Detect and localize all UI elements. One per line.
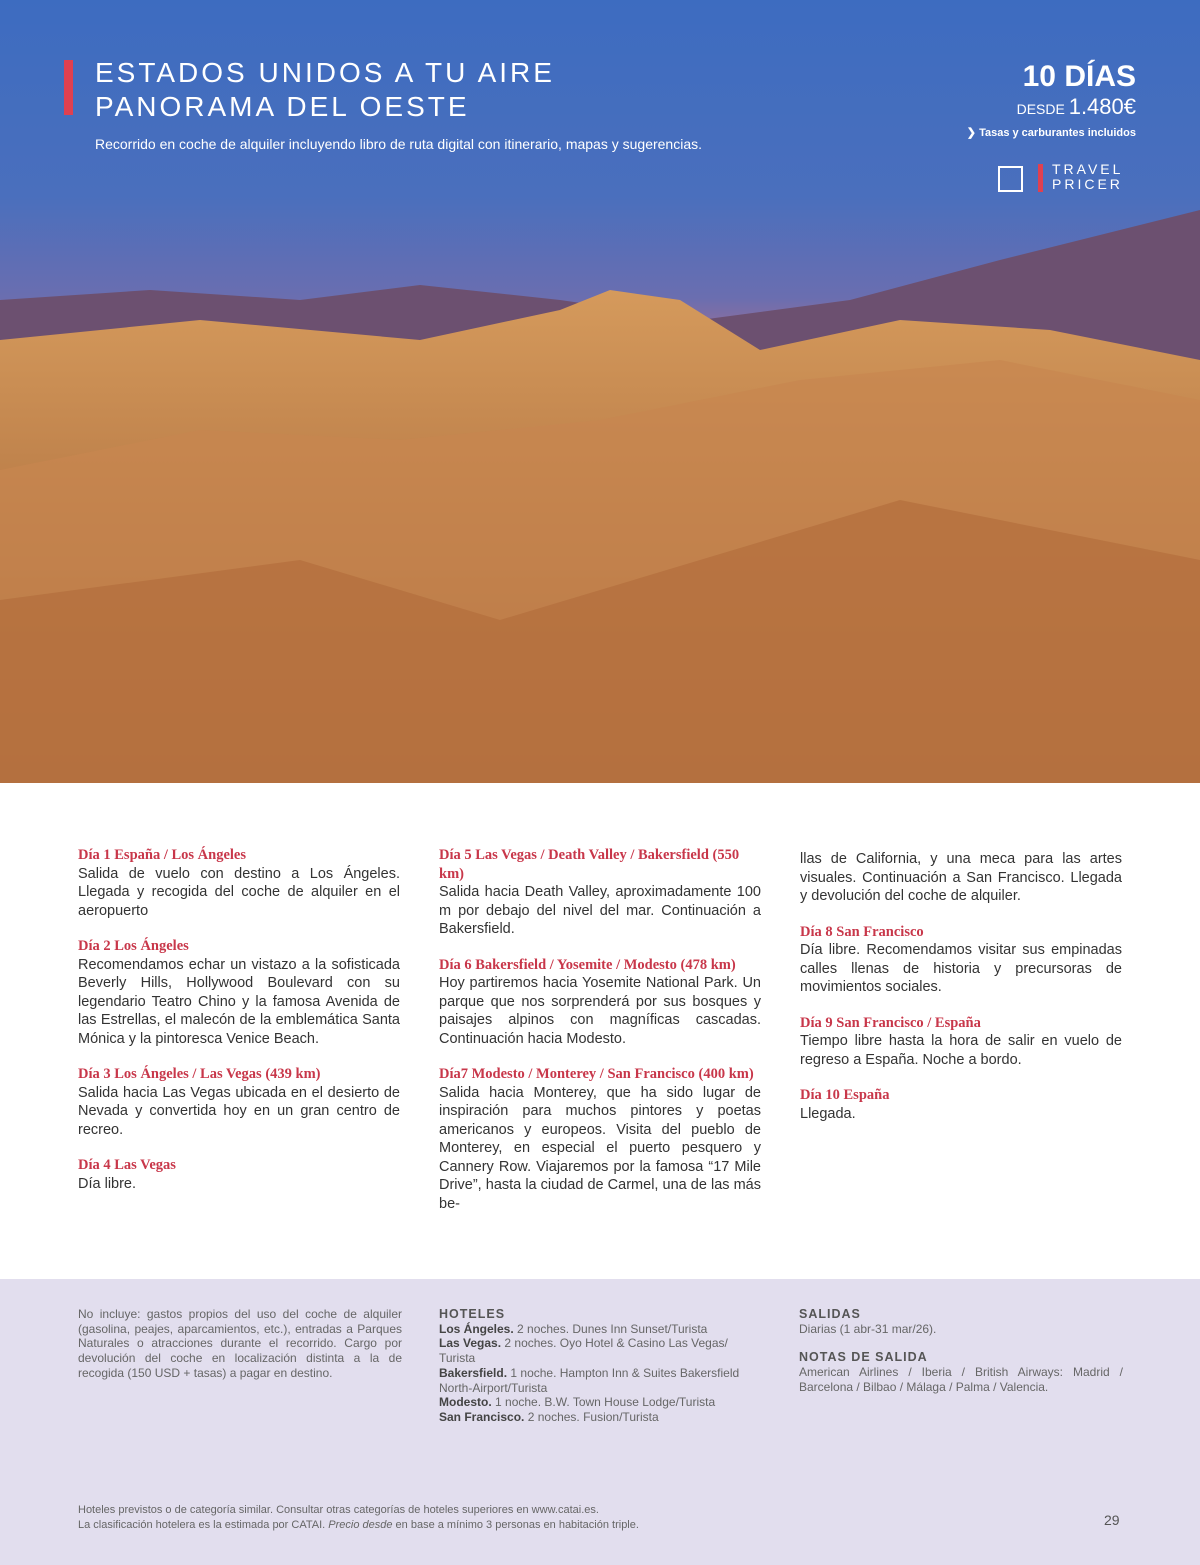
subtitle: Recorrido en coche de alquiler incluyendo libro de ruta digital con itinerario, mapas y sugerencias. [95, 136, 703, 152]
duration: 10 DÍAS [1022, 60, 1136, 93]
travel-pricer-link[interactable] [1052, 162, 1123, 192]
taxes-note [967, 126, 1136, 139]
footer-line-1: Hoteles previstos o de categoría similar. Consultar otras categorías de hoteles superiores en www.catai.es. [78, 1504, 599, 1516]
day-title: Día 4 Las Vegas [78, 1157, 176, 1173]
hotel-item: Los Ángeles. 2 noches. Dunes Inn Sunset/Turista [439, 1321, 708, 1336]
day-text: llas de California, y una meca para las artes visuales. Continuación a San Francisco. Llegada y devolución del coche de alquiler. [800, 851, 1122, 904]
chevron-right-icon: ❯ [966, 127, 977, 139]
calculator-icon[interactable] [998, 166, 1023, 192]
title-line-1: ESTADOS UNIDOS A TU AIRE [95, 57, 555, 88]
day-title: Día 3 Los Ángeles / Las Vegas (439 km) [78, 1066, 321, 1082]
itinerary-column-3 [800, 850, 1122, 1123]
pricer-line-2: PRICER [1052, 176, 1123, 192]
not-included-note: No incluye: gastos propios del uso del coche de alquiler (gasolina, peajes, aparcamientos, etc.), entradas a Parques Naturales o atracciones durante el recorrido. Cargo por devolución del coche en localización distinta a la de recogida (150 USD + tasas) a pagar en destino. [78, 1307, 402, 1380]
day-text: Salida hacia Death Valley, aproximadamente 100 m por debajo del nivel del mar. Continuación a Bakersfield. [439, 884, 761, 937]
taxes-text: Tasas y carburantes incluidos [979, 127, 1136, 139]
day-title: Día7 Modesto / Monterey / San Francisco (400 km) [439, 1066, 754, 1082]
departure-notes-heading: NOTAS DE SALIDA [799, 1350, 928, 1365]
title-accent-bar [64, 60, 73, 115]
day-text: Salida de vuelo con destino a Los Ángeles. Llegada y recogida del coche de alquiler en el aeropuerto [78, 865, 400, 919]
departure-notes-text: American Airlines / Iberia / British Airways: Madrid / Barcelona / Bilbao / Málaga / Palma / Valencia. [799, 1365, 1123, 1394]
itinerary-column-2 [439, 846, 761, 1213]
day-title: Día 1 España / Los Ángeles [78, 847, 246, 863]
day-title: Día 9 San Francisco / España [800, 1014, 981, 1031]
itinerary-column-1 [78, 846, 400, 1193]
day-title: Día 10 España [800, 1087, 890, 1103]
price-label: DESDE [1016, 101, 1065, 117]
hotels-heading: HOTELES [439, 1307, 506, 1321]
day-text: Hoy partiremos hacia Yosemite National Park. Un parque que nos sorprenderá por sus bosques y paisajes alpinos con magníficas cascadas. Continuación hacia Modesto. [439, 975, 761, 1047]
page-number: 29 [1104, 1512, 1120, 1528]
departures-heading: SALIDAS [799, 1307, 861, 1321]
page-title [95, 56, 555, 124]
departures-section [799, 1307, 1123, 1395]
day-text: Día libre. [78, 1175, 137, 1192]
day-title: Día 6 Bakersfield / Yosemite / Modesto (478 km) [439, 956, 736, 973]
footer-note [78, 1503, 639, 1532]
day-title: Día 5 Las Vegas / Death Valley / Bakersfield (550 km) [439, 847, 740, 882]
day-text: Salida hacia Monterey, que ha sido lugar de inspiración para muchos pintores y poetas americanos y europeos. Visita del pueblo de Monterey, en especial el puerto pesquero y Cannery Row. Viajaremos por la famosa “17 Mile Drive”, hasta la ciudad de Carmel, una de las más be- [439, 1084, 761, 1212]
title-line-2: PANORAMA DEL OESTE [95, 91, 470, 122]
hotel-item: Las Vegas. 2 noches. Oyo Hotel & Casino Las Vegas/ Turista [439, 1336, 728, 1366]
hotel-item: Modesto. 1 noche. B.W. Town House Lodge/Turista [439, 1395, 716, 1410]
day-text: Llegada. [800, 1105, 856, 1122]
price-value: 1.480€ [1068, 94, 1136, 119]
pricer-line-1: TRAVEL [1052, 161, 1124, 177]
price [1017, 94, 1136, 120]
hotels-section [439, 1307, 763, 1425]
day-text: Día libre. Recomendamos visitar sus empinadas calles llenas de historia y precursoras de movimientos sociales. [800, 942, 1122, 995]
day-text: Salida hacia Las Vegas ubicada en el desierto de Nevada y convertida hoy en un gran centro de recreo. [78, 1084, 400, 1138]
day-text: Tiempo libre hasta la hora de salir en vuelo de regreso a España. Noche a bordo. [800, 1033, 1122, 1068]
day-title: Día 2 Los Ángeles [78, 938, 189, 954]
hotel-item: Bakersfield. 1 noche. Hampton Inn & Suites Bakersfield North-Airport/Turista [439, 1365, 740, 1395]
day-text: Recomendamos echar un vistazo a la sofisticada Beverly Hills, Hollywood Boulevard con su legendario Teatro Chino y la famosa Avenida de las Estrellas, el malecón de la emblemática Santa Mónica y la pintoresca Venice Beach. [78, 956, 400, 1047]
day-title: Día 8 San Francisco [800, 923, 924, 940]
hotel-item: San Francisco. 2 noches. Fusion/Turista [439, 1409, 659, 1424]
departures-text: Diarias (1 abr-31 mar/26). [799, 1321, 937, 1336]
footer-line-2: La clasificación hotelera es la estimada por CATAI. Precio desde en base a mínimo 3 personas en habitación triple. [78, 1518, 639, 1531]
pricer-accent-bar [1038, 164, 1043, 192]
